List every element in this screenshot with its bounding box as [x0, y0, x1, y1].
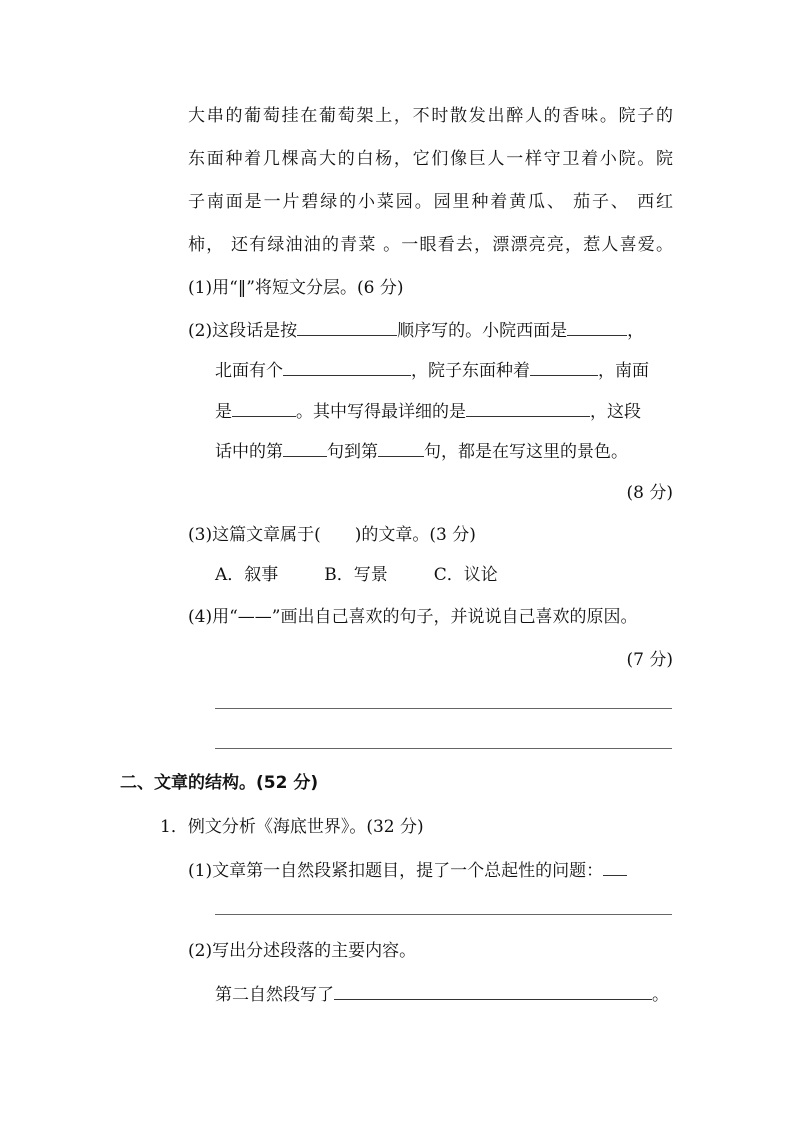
- passage-line-1: 大串的葡萄挂在葡萄架上，不时散发出醉人的香味。院子的: [188, 106, 673, 126]
- question-4-score: (7 分): [626, 650, 673, 670]
- q2-text-e: ，院子东面种着: [411, 361, 530, 381]
- answer-line-3[interactable]: [215, 914, 672, 915]
- q2-text-l: 句，都是在写这里的景色。: [424, 442, 628, 462]
- question-3: (3)这篇文章属于( )的文章。(3 分): [188, 525, 476, 545]
- q2-text-f: ，南面: [598, 361, 649, 381]
- answer-line-1[interactable]: [215, 708, 672, 709]
- q2-text-d: 北面有个: [215, 361, 283, 381]
- subquestion-1-title: 1．例文分析《海底世界》。(32 分): [160, 817, 424, 837]
- q2-text-h: 。其中写得最详细的是: [296, 402, 466, 422]
- answer-blank-question-start[interactable]: [603, 857, 627, 876]
- q2-text-i: ，这段: [590, 402, 641, 422]
- passage-line-4: 柿， 还有绿油油的青菜 。一眼看去，漂漂亮亮，惹人喜爱。: [188, 235, 673, 255]
- paragraph-2-label: 第二自然段写了: [215, 985, 334, 1005]
- paragraph-2-summary: [215, 981, 669, 1007]
- answer-blank-west[interactable]: [567, 317, 627, 336]
- section-2-heading: 二、文章的结构。(52 分): [120, 773, 319, 793]
- passage-line-3: 子南面是一片碧绿的小菜园。园里种着黄瓜、 茄子、 西红: [188, 192, 673, 212]
- option-a[interactable]: A．叙事: [215, 565, 279, 585]
- question-2-score: (8 分): [626, 483, 673, 503]
- question-2-line-2: [215, 357, 649, 383]
- q2-text-b: 顺序写的。小院西面是: [397, 321, 568, 341]
- question-3-options: [215, 563, 498, 587]
- answer-blank-north[interactable]: [283, 357, 411, 376]
- question-1: (1)用“‖”将短文分层。(6 分): [188, 278, 404, 298]
- question-2-line-1: [188, 317, 644, 343]
- passage-line-2: 东面种着几棵高大的白杨，它们像巨人一样守卫着小院。院: [188, 149, 673, 169]
- subquestion-1-part-2: (2)写出分述段落的主要内容。: [188, 941, 417, 961]
- q2-text-j: 话中的第: [215, 442, 283, 462]
- answer-blank-paragraph-2[interactable]: [334, 981, 652, 1000]
- answer-blank-east[interactable]: [530, 357, 598, 376]
- question-2-line-3: [215, 398, 641, 424]
- answer-blank-from-sentence[interactable]: [283, 438, 327, 457]
- question-2-line-4: [215, 438, 628, 464]
- option-c[interactable]: C．议论: [433, 565, 498, 585]
- option-b[interactable]: B．写景: [324, 565, 388, 585]
- q2-text-a: (2)这段话是按: [188, 321, 298, 341]
- paragraph-2-end: 。: [652, 985, 669, 1005]
- question-4: (4)用“——”画出自己喜欢的句子，并说说自己喜欢的原因。: [188, 607, 638, 627]
- answer-blank-detailed[interactable]: [466, 398, 590, 417]
- subquestion-1-part-1: [188, 857, 627, 883]
- answer-blank-to-sentence[interactable]: [378, 438, 424, 457]
- q2-text-c: ，: [627, 321, 645, 341]
- q2-text-k: 句到第: [327, 442, 378, 462]
- q2-text-g: 是: [215, 402, 232, 422]
- answer-blank-order[interactable]: [297, 317, 397, 336]
- answer-blank-south[interactable]: [232, 398, 296, 417]
- part-1-text: (1)文章第一自然段紧扣题目，提了一个总起性的问题：: [188, 861, 604, 881]
- answer-line-2[interactable]: [215, 748, 672, 749]
